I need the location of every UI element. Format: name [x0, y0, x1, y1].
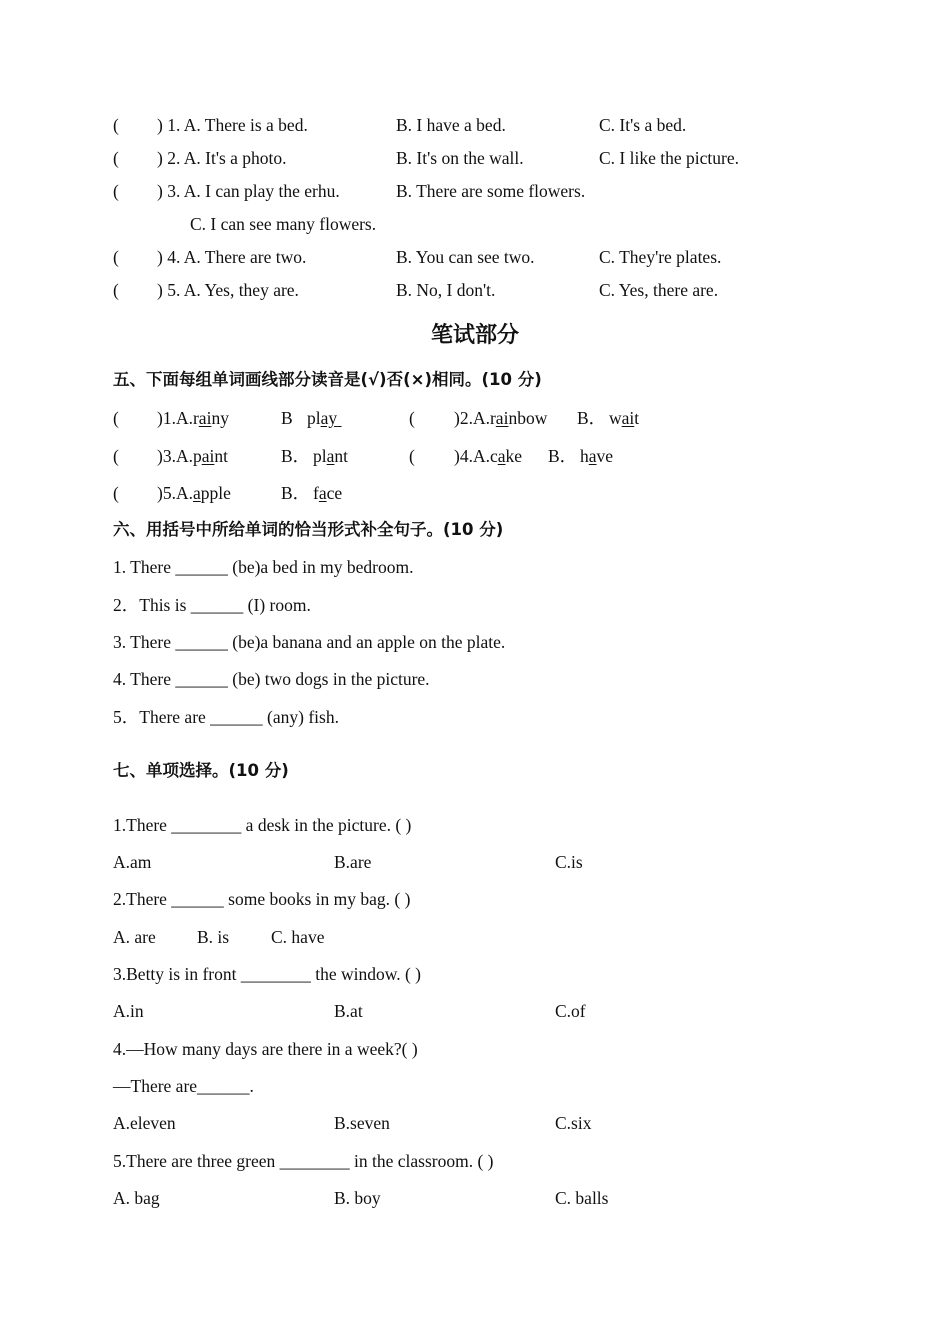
section-5-heading: 五、下面每组单词画线部分读音是(√)否(×)相同。(10 分)	[113, 370, 542, 389]
option-c: C. Yes, there are.	[599, 280, 719, 300]
choice-q3-option-b: B.at	[334, 1001, 363, 1021]
answer-paren[interactable]: (	[113, 280, 119, 300]
answer-paren[interactable]: (	[409, 408, 415, 428]
choice-q2-option-c: C. have	[271, 927, 325, 947]
choice-q3-stem: 3.Betty is in front ________ the window. ( )	[113, 964, 422, 984]
option-c: C. They're plates.	[599, 247, 722, 267]
option-a: ) 2. A. It's a photo.	[157, 148, 287, 168]
choice-q4-option-b: B.seven	[334, 1113, 390, 1133]
word-b-label: B．	[281, 483, 311, 503]
section-7-heading: 七、单项选择。(10 分)	[113, 761, 289, 780]
answer-paren[interactable]: (	[113, 247, 119, 267]
fill-in-item-5: 5．There are ______ (any) fish.	[113, 707, 339, 727]
option-c: C. I like the picture.	[599, 148, 739, 168]
option-a: ) 1. A. There is a bed.	[157, 115, 308, 135]
word-b-label: B．	[577, 408, 607, 428]
choice-q2-option-a: A. are	[113, 927, 156, 947]
option-a: ) 5. A. Yes, they are.	[157, 280, 299, 300]
option-b: B. There are some flowers.	[396, 181, 586, 201]
word-b: have	[580, 446, 614, 466]
fill-in-item-2: 2．This is ______ (I) room.	[113, 595, 311, 615]
option-b: B. No, I don't.	[396, 280, 496, 300]
fill-in-item-1: 1. There ______ (be)a bed in my bedroom.	[113, 557, 414, 577]
choice-q5-option-c: C. balls	[555, 1188, 609, 1208]
word-b: play	[307, 408, 338, 428]
answer-paren[interactable]: (	[113, 181, 119, 201]
answer-paren[interactable]: (	[113, 446, 119, 466]
choice-q1-option-a: A.am	[113, 852, 152, 872]
choice-q1-stem: 1.There ________ a desk in the picture. ( )	[113, 815, 412, 835]
option-c: C. It's a bed.	[599, 115, 687, 135]
choice-q2-option-b: B. is	[197, 927, 230, 947]
fill-in-item-3: 3. There ______ (be)a banana and an apple on the plate.	[113, 632, 506, 652]
answer-paren[interactable]: (	[113, 148, 119, 168]
choice-q4-option-a: A.eleven	[113, 1113, 176, 1133]
answer-paren[interactable]: (	[113, 408, 119, 428]
option-b: B. You can see two.	[396, 247, 535, 267]
choice-q4-answer-line: —There are______.	[113, 1076, 254, 1096]
choice-q4-option-c: C.six	[555, 1113, 592, 1133]
choice-q1-option-c: C.is	[555, 852, 583, 872]
word-a: )4.A.cake	[454, 446, 523, 466]
word-b-label: B．	[548, 446, 578, 466]
choice-q3-option-a: A.in	[113, 1001, 144, 1021]
choice-q1-option-b: B.are	[334, 852, 372, 872]
section-6-heading: 六、用括号中所给单词的恰当形式补全句子。(10 分)	[113, 520, 504, 539]
choice-q5-stem: 5.There are three green ________ in the classroom. ( )	[113, 1151, 494, 1171]
answer-paren[interactable]: (	[113, 115, 119, 135]
choice-q4-stem: 4.—How many days are there in a week?( )	[113, 1039, 418, 1059]
word-a: )5.A.apple	[157, 483, 231, 503]
option-b: B. It's on the wall.	[396, 148, 524, 168]
word-a: )1.A.rainy	[157, 408, 229, 428]
option-a: ) 3. A. I can play the erhu.	[157, 181, 340, 201]
fill-in-item-4: 4. There ______ (be) two dogs in the picture.	[113, 669, 430, 689]
answer-paren[interactable]: (	[113, 483, 119, 503]
word-b: plant	[313, 446, 349, 466]
word-a: )2.A.rainbow	[454, 408, 548, 428]
word-b: wait	[609, 408, 640, 428]
word-b-label: B．	[281, 446, 311, 466]
option-b: B. I have a bed.	[396, 115, 506, 135]
option-c: C. I can see many flowers.	[190, 214, 377, 234]
written-part-title: 笔试部分	[430, 323, 519, 348]
word-b: face	[313, 483, 343, 503]
choice-q3-option-c: C.of	[555, 1001, 586, 1021]
option-a: ) 4. A. There are two.	[157, 247, 307, 267]
answer-paren[interactable]: (	[409, 446, 415, 466]
word-b-label: B	[281, 408, 293, 428]
choice-q5-option-a: A. bag	[113, 1188, 160, 1208]
choice-q2-stem: 2.There ______ some books in my bag. ( )	[113, 889, 411, 909]
word-a: )3.A.paint	[157, 446, 228, 466]
choice-q5-option-b: B. boy	[334, 1188, 381, 1208]
